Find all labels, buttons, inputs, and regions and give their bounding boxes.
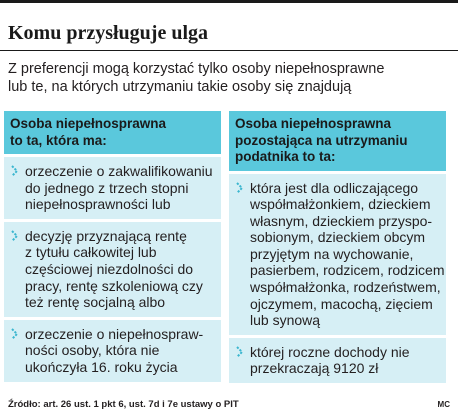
chevron-right-icon bbox=[10, 326, 20, 342]
column-header bbox=[229, 111, 446, 171]
item-line: współmałżonka, rodzeństwem, bbox=[250, 279, 441, 296]
item-line: do jednego z trzech stopni bbox=[25, 179, 189, 196]
item-line: przekraczają 9120 zł bbox=[250, 360, 379, 377]
column-header-line: podatnika to ta: bbox=[235, 149, 336, 164]
intro-line: lub te, na których utrzymaniu takie osoby się znajdują bbox=[8, 79, 352, 95]
list-item bbox=[229, 338, 446, 383]
item-line: przyjętym na wychowanie, bbox=[250, 245, 414, 262]
chevron-right-icon bbox=[10, 228, 20, 244]
top-rule bbox=[0, 0, 458, 3]
list-item bbox=[4, 222, 221, 317]
item-line: orzeczenie o zakwalifikowaniu bbox=[25, 163, 213, 179]
item-line: ności osoby, która nie bbox=[25, 342, 160, 359]
item-line: pasierbem, rodzicem, rodzicem bbox=[250, 262, 445, 279]
column-header-line: pozostająca na utrzymaniu bbox=[235, 132, 408, 148]
item-line: ukończyła 16. roku życia bbox=[25, 358, 178, 375]
page-title: Komu przysługuje ulga bbox=[8, 22, 209, 44]
chevron-right-icon bbox=[10, 163, 20, 179]
source-note: Źródło: art. 26 ust. 1 pkt 6, ust. 7d i 7e ustawy o PIT bbox=[8, 399, 239, 410]
item-line: której roczne dochody nie bbox=[250, 343, 410, 360]
list-item bbox=[4, 157, 221, 219]
column-header-line: to ta, która ma: bbox=[10, 132, 107, 148]
item-line: decyzję przyznającą rentę bbox=[25, 227, 187, 244]
item-line: orzeczenie o niepełnospraw- bbox=[25, 325, 204, 342]
column-dependent-person bbox=[229, 111, 446, 383]
item-line: własnym, dzieckiem przyspo- bbox=[250, 212, 433, 229]
item-line: lub synową bbox=[250, 312, 321, 329]
item-line: która jest dla odliczającego bbox=[250, 179, 419, 196]
item-line: współmałżonkiem, dzieckiem bbox=[250, 196, 431, 213]
item-line: niepełnosprawności lub bbox=[25, 196, 171, 213]
item-line: częściowej niezdolności do bbox=[25, 260, 194, 277]
intro-text bbox=[8, 60, 448, 96]
item-line: pracy, rentę szkoleniową czy bbox=[25, 277, 203, 294]
list-item bbox=[229, 174, 446, 335]
list-item bbox=[4, 320, 221, 382]
column-header bbox=[4, 111, 221, 154]
chevron-right-icon bbox=[235, 344, 245, 360]
item-line: też rentę socjalną albo bbox=[25, 294, 166, 311]
column-disabled-person bbox=[4, 111, 221, 382]
title-divider bbox=[0, 50, 458, 51]
item-line: sobionym, dzieckiem obcym bbox=[250, 229, 426, 246]
author-credit: MC bbox=[437, 400, 450, 409]
column-header-line: Osoba niepełnosprawna bbox=[235, 116, 392, 131]
chevron-right-icon bbox=[235, 180, 245, 196]
intro-line: Z preferencji mogą korzystać tylko osoby niepełnosprawne bbox=[8, 61, 385, 77]
column-header-line: Osoba niepełnosprawna bbox=[10, 116, 167, 131]
item-line: z tytułu całkowitej lub bbox=[25, 244, 157, 261]
item-line: ojczymem, macochą, zięciem bbox=[250, 295, 433, 312]
